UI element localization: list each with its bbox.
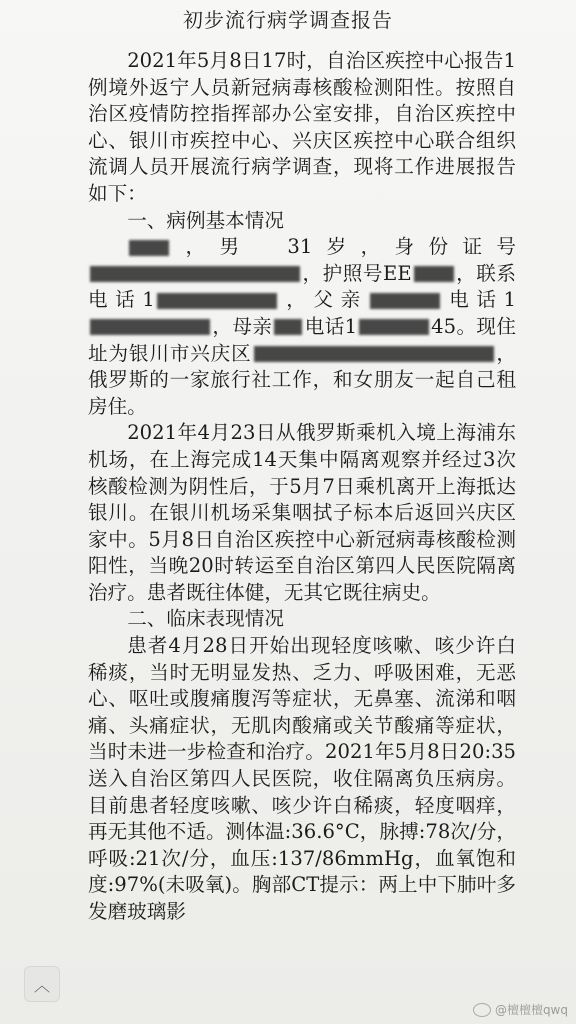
redacted-father-phone (90, 319, 210, 335)
redacted-address (254, 346, 494, 362)
redacted-phone (157, 293, 277, 309)
case-contact-phone: ，联系电话1 (88, 261, 517, 312)
redacted-name (129, 240, 169, 256)
case-address-tail: ，俄罗斯的一家旅行社工作，和女朋友一起自己租房住。 (88, 341, 517, 418)
chevron-up-icon: ︿ (33, 975, 50, 995)
watermark-text: @檀檀檀qwq (494, 1003, 568, 1017)
case-passport-label: ，护照号 (302, 261, 384, 285)
redacted-father-name (370, 293, 440, 309)
scroll-to-top-button[interactable] (24, 966, 60, 1002)
case-father-phone: 电话1 (441, 288, 517, 312)
case-address: 45。现住址为银川市兴庆区 (88, 314, 517, 365)
watermark (473, 1001, 568, 1018)
paragraph-clinical: 患者4月28日开始出现轻度咳嗽、咳少许白稀痰，当时无明显发热、乏力、呼吸困难，无恶心、呕吐或腹痛腹泻等症状，无鼻塞、流涕和咽痛、头痛症状，无肌肉酸痛或关节酸痛等症状，当时未进一步检查和治疗。2021年5月8日20:35送入自治区第四人民医院，收住隔离负压病房。目前患者轻度咳嗽、咳少许白稀痰，轻度咽痒，再无其他不适。测体温:36.6°C，脉搏:78次/分，呼吸:21次/分，血压:137/86mmHg，血氧饱和度:97%(未吸氧)。胸部CT提示：两上中下肺叶多发磨玻璃影 (88, 634, 516, 923)
section-heading-case: 一、病例基本情况 (127, 208, 284, 232)
weibo-logo-icon (473, 1003, 491, 1017)
paragraph-intro: 2021年5月8日17时，自治区疾控中心报告1例境外返宁人员新冠病毒核酸检测阳性。按照自治区疫情防控指挥部办公室安排，自治区疾控中心、银川市疾控中心、兴庆区疾控中心联合组织流调人员开展流行病学调查，现将工作进展报告如下： (88, 49, 516, 205)
case-mother-phone: 电话1 (304, 314, 358, 338)
document-title: 初步流行病学调查报告 (183, 8, 393, 32)
case-gender-age: ，男 31岁，身份证号 (171, 235, 516, 259)
redacted-mother-name (274, 319, 302, 335)
redacted-id-number (90, 266, 300, 282)
paragraph-case-info (88, 234, 516, 420)
case-mother-label: ，母亲 (212, 314, 273, 338)
case-father-label: ，父亲 (278, 288, 368, 312)
case-passport-prefix: EE (383, 261, 412, 285)
redacted-mother-phone (359, 319, 429, 335)
redacted-passport (414, 266, 454, 282)
paragraph-travel-history: 2021年4月23日从俄罗斯乘机入境上海浦东机场，在上海完成14天集中隔离观察并经过3次核酸检测为阴性后，于5月7日乘机离开上海抵达银川。在银川机场采集咽拭子标本后返回兴庆区家中。5月8日自治区疾控中心新冠病毒核酸检测阳性，当晚20时转运至自治区第四人民医院隔离治疗。患者既往体健，无其它既往病史。 (88, 421, 516, 604)
document-body (88, 48, 516, 926)
section-heading-clinical: 二、临床表现情况 (127, 607, 284, 631)
